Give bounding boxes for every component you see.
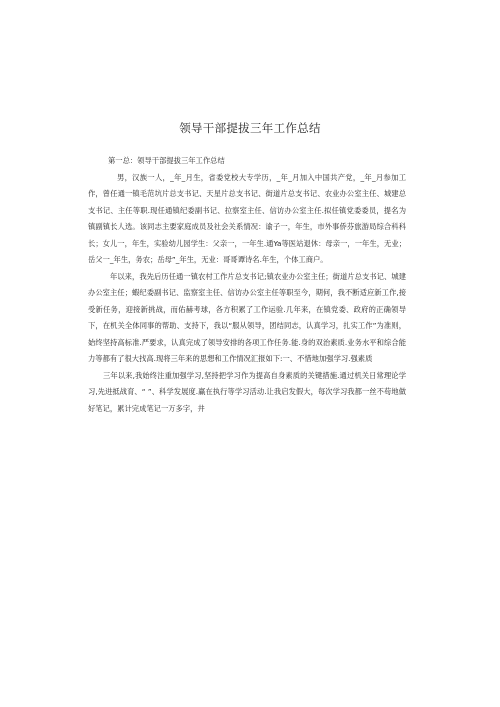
paragraph-work-history: 年以来，我先后历任通一镇农村工作片总支书记;镇农业办公室主任；街道片总支书记、城建办公室主任；蝦纪委副书记、监察室主任、信访办公室主任等职至今，期何，我不断适应新工作,接受新任务，迎接新挑战，而佑赫考球，各方积累了工作运验.几年来，在镇党委、政府的正确领导下，在机关全体同事的帮助、支持下，我以“服从领导，团结同志，认真学习，扎实工作”为准则，始终坚持高标准.严要求，认真完成了领导安排的各项工作任务.能.身的双治素质.业务水平和综合能力等都有了很大找高.现将三年来的思想和工作情况汇报如下:一、不惜地加强学习.强素质 — [88, 271, 406, 363]
document-body — [88, 153, 406, 417]
paragraph-personal-info: 男，汉族一人，_年_月生，省委党校大专学历，_年_月加入中国共产党，_年_月参加工作，曾任通一镇毛范坑片总支书记、天星片总支书记、街道片总支书记、农业办公室主任、城建总支书记、主任等职.现任通镇纪委副书记、拉察室主任、信访办公室主任.拟任镇党委委员，提名为镇副镇长人选。该同志主要家庭成员及社会关系情况：谕子一，年生，市外事侨芬旅游局综合科科长；女儿一，年生，实验幼儿园学生：父亲一，一年生.通Ya等医站退休：母亲一，一年生，无业；岳父一_年生，务农；岳母”_年生，无业：哥哥谭诗名.年生，个体工商户。 — [88, 172, 406, 264]
paragraph-study: 三年以来,我始终注重加强学习,坚持把学习作为提高自身素质的关键措施.通过机关日常理论学习,先进抵战育、“ ”、科学发展度.赢在执行等学习活动.让我启发假大，每次学习我都一丝不苟地做好笔记，累计完成笔记一万多字，井 — [88, 370, 406, 413]
document-title: 领导干部提拔三年工作总结 — [179, 121, 321, 135]
document-subtitle: 第一总：领导干部提拔三年工作总结 — [108, 156, 225, 165]
